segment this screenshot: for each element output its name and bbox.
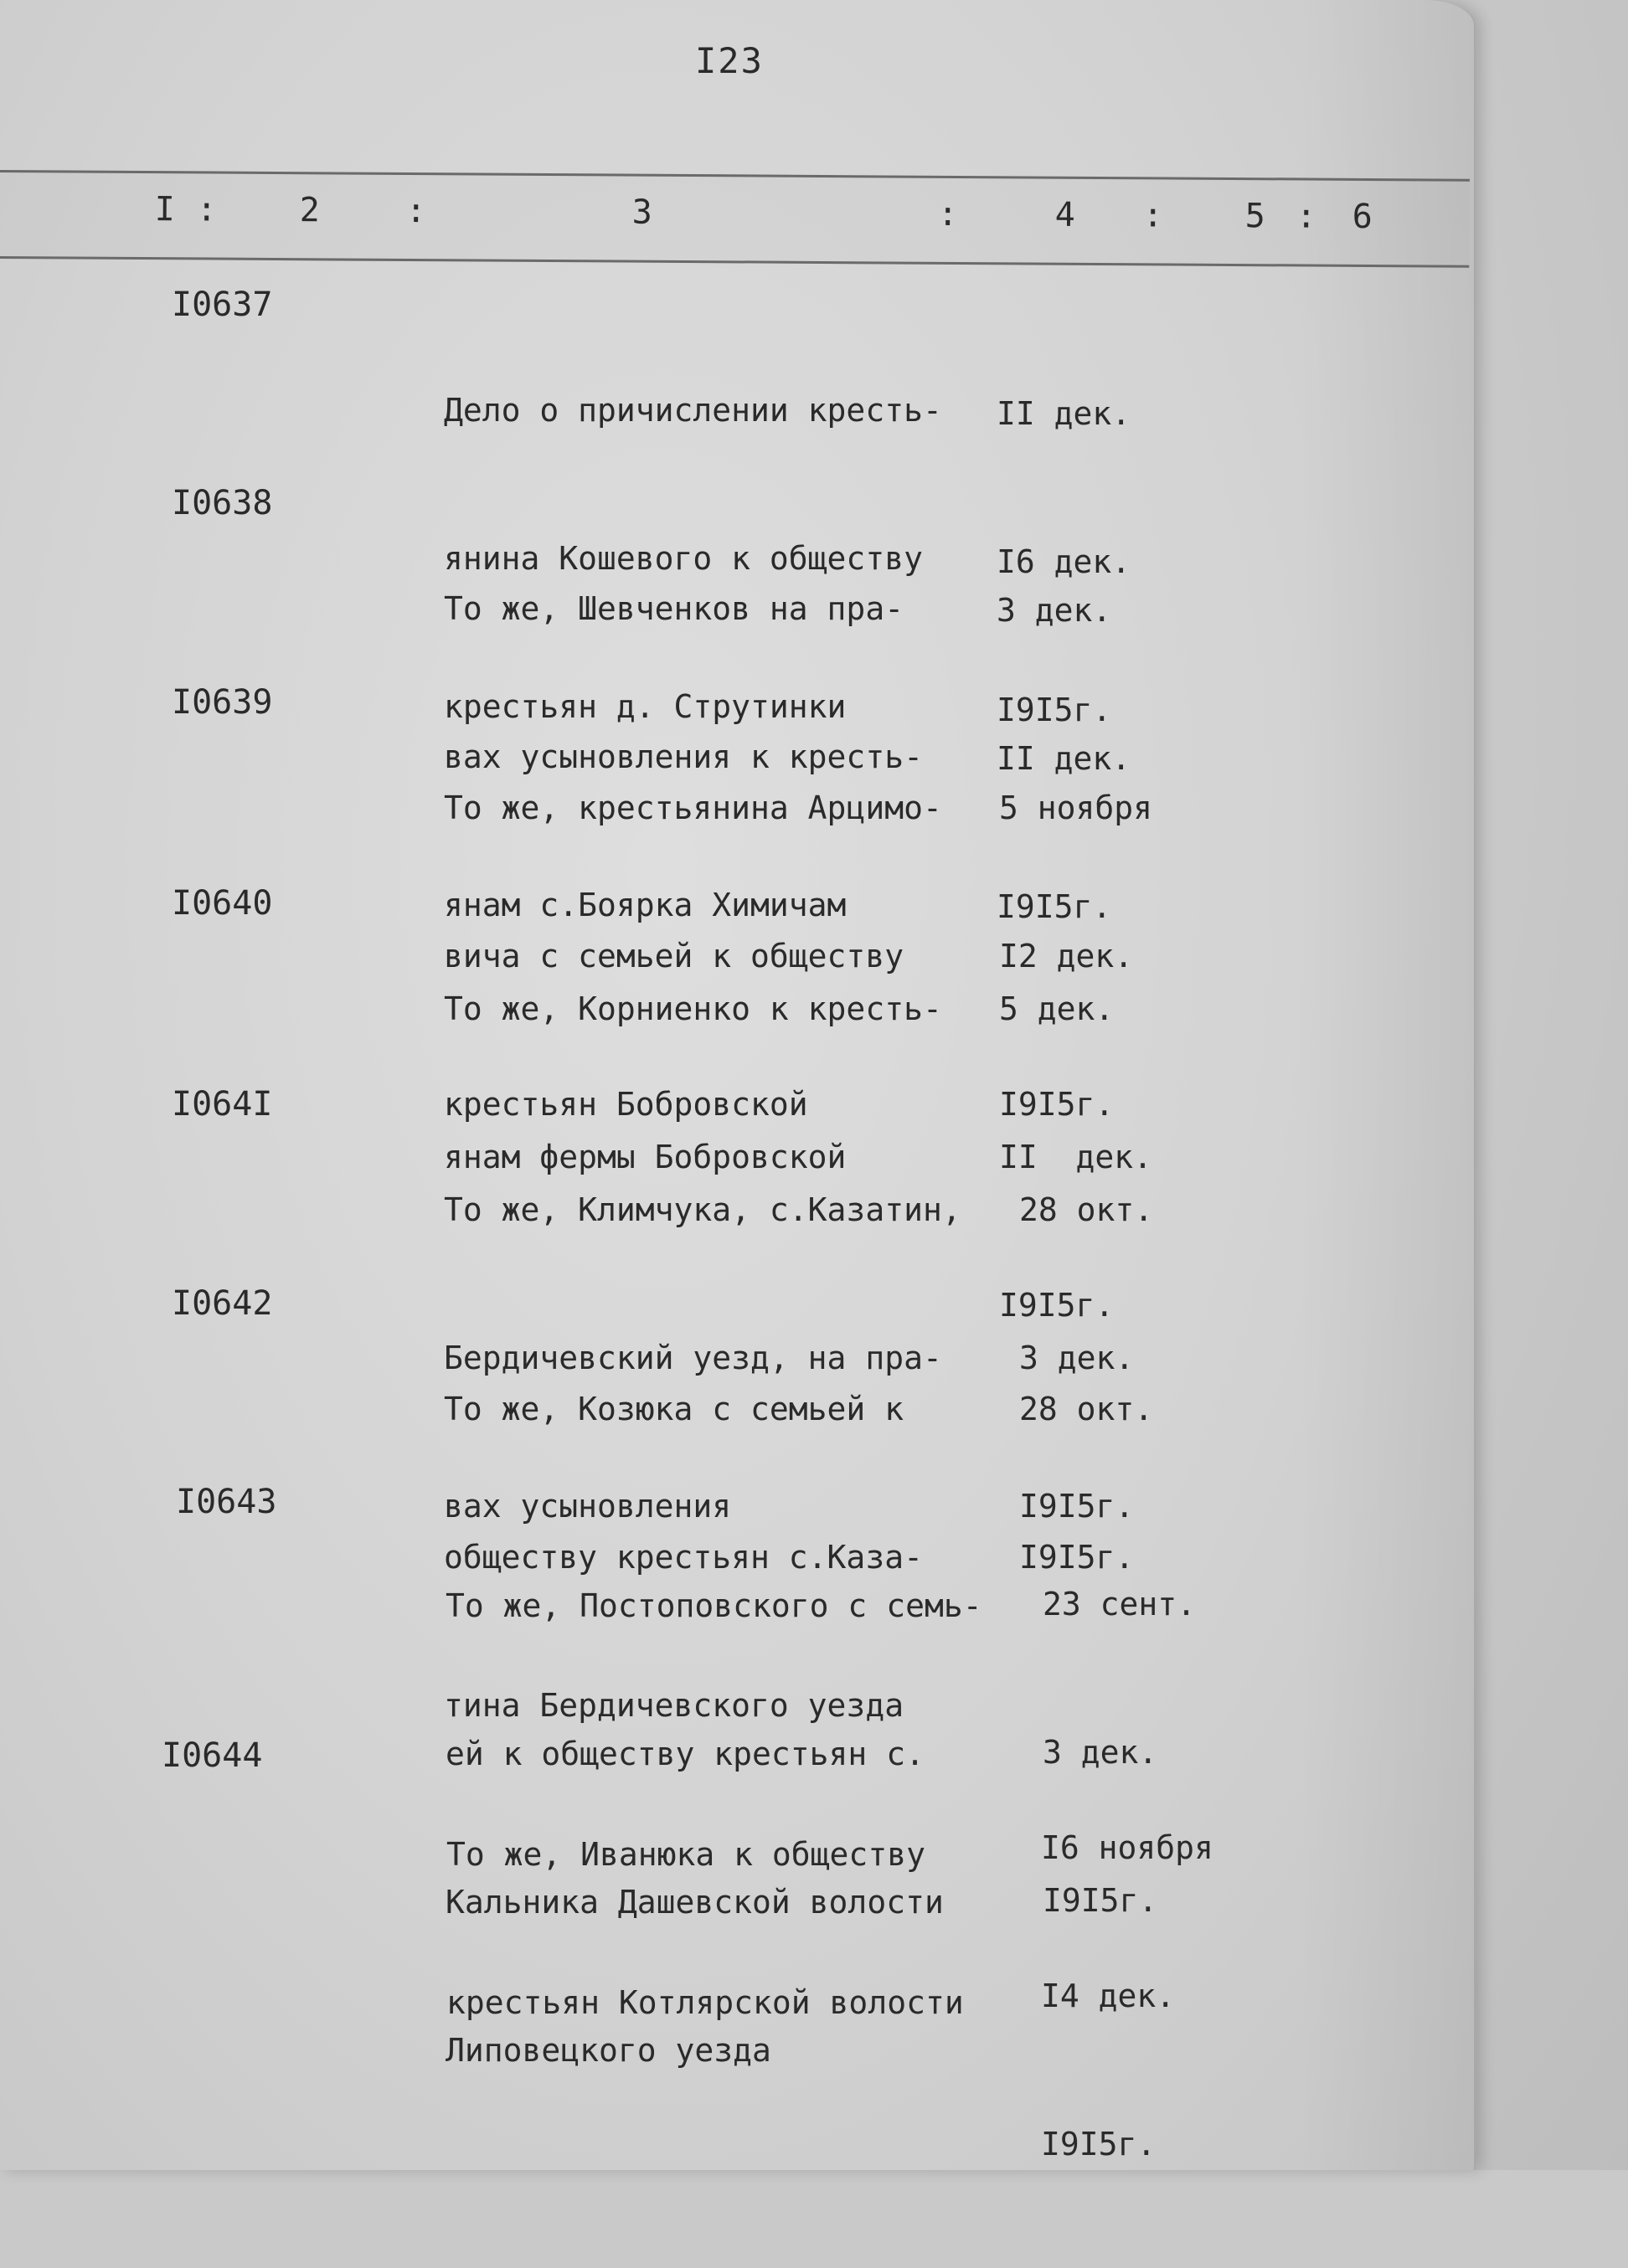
case-number: I064I — [172, 1085, 273, 1124]
date-line: 3 дек. — [997, 592, 1112, 629]
date-line: II дек. — [997, 395, 1131, 432]
description-line: Дело о причислении кресть- — [444, 392, 942, 429]
description-line: То же, Иванюка к обществу — [446, 1836, 925, 1873]
date-line: 23 сент. — [1043, 1586, 1197, 1623]
date-line: I9I5г. — [1019, 1539, 1135, 1576]
date-line: I2 дек. — [999, 938, 1134, 975]
date-line: 3 дек. — [1043, 1734, 1158, 1771]
case-number: I0642 — [172, 1284, 273, 1323]
column-header-1: I — [154, 190, 175, 229]
case-number: I0637 — [172, 285, 273, 324]
description-line: То же, Козюка с семьей к — [444, 1391, 904, 1427]
description-line: То же, крестьянина Арцимо- — [444, 789, 942, 826]
date-line: I9I5г. — [1043, 1882, 1158, 1919]
date-line: I9I5г. — [999, 1086, 1115, 1123]
column-header-3: 3 — [631, 193, 652, 232]
date-line: I4 дек. — [1041, 1977, 1176, 2014]
description-line: вах усыновления — [444, 1488, 732, 1525]
case-number: I0639 — [172, 683, 273, 722]
description-line: янина Кошевого к обществу — [444, 540, 923, 577]
description-line: То же, Корниенко к кресть- — [444, 990, 942, 1027]
column-separator: : — [937, 194, 958, 234]
column-header-2: 2 — [299, 191, 320, 230]
case-description — [446, 1731, 964, 2127]
date-line: 28 окт. — [1019, 1391, 1154, 1427]
column-separator: : — [1142, 196, 1163, 235]
column-header-4: 4 — [1054, 195, 1075, 234]
date-line: II дек. — [999, 1139, 1153, 1175]
column-separator: : — [1296, 197, 1316, 236]
description-line: То же, Шевченков на пра- — [444, 590, 904, 627]
column-header-5: 5 — [1244, 197, 1265, 236]
case-number: I0644 — [162, 1736, 263, 1775]
case-number: I0638 — [172, 484, 273, 522]
description-line: янам с.Боярка Химичам — [444, 887, 847, 923]
date-line: I6 ноября — [1041, 1829, 1213, 1866]
date-line: I9I5г. — [1041, 2126, 1157, 2163]
description-line: Бердичевский уезд, на пра- — [444, 1340, 942, 1376]
description-line: вах усыновления к кресть- — [444, 738, 923, 775]
date-line: 5 дек. — [999, 990, 1115, 1027]
description-line: Кальника Дашевской волости — [446, 1884, 944, 1921]
column-header-row — [0, 170, 1470, 268]
description-line: тина Бердичевского уезда — [444, 1687, 904, 1724]
description-line: То же, Климчука, с.Казатин, — [444, 1191, 961, 1228]
case-dates — [1041, 1725, 1213, 2268]
column-separator: : — [196, 190, 217, 229]
description-line: крестьян Котлярской волости — [446, 1984, 964, 2021]
case-number: I0643 — [176, 1483, 277, 1521]
date-line: 28 окт. — [1019, 1191, 1154, 1228]
column-separator: : — [405, 191, 426, 231]
page-number: I23 — [695, 40, 764, 81]
description-line: крестьян Бобровской — [444, 1086, 808, 1123]
date-line: I6 дек. — [997, 543, 1131, 580]
date-line: I9I5г. — [1019, 1488, 1135, 1525]
description-line: крестьян д. Струтинки — [444, 688, 847, 725]
date-line: I9I5г. — [997, 888, 1112, 925]
date-line: 5 ноября — [999, 789, 1153, 826]
description-line: То же, Постоповского с семь- — [446, 1587, 982, 1624]
description-line: обществу крестьян с.Каза- — [444, 1539, 923, 1576]
description-line: ей к обществу крестьян с. — [446, 1736, 925, 1772]
description-line: янам фермы Бобровской — [444, 1139, 847, 1175]
date-line: 3 дек. — [1019, 1340, 1135, 1376]
case-number: I0640 — [172, 884, 273, 923]
date-line: II дек. — [997, 740, 1131, 777]
date-line: I9I5г. — [997, 692, 1112, 728]
description-line: Липовецкого уезда — [446, 2032, 771, 2069]
column-header-6: 6 — [1352, 197, 1373, 237]
date-line: I9I5г. — [999, 1287, 1115, 1324]
description-line: вича с семьей к обществу — [444, 938, 904, 975]
